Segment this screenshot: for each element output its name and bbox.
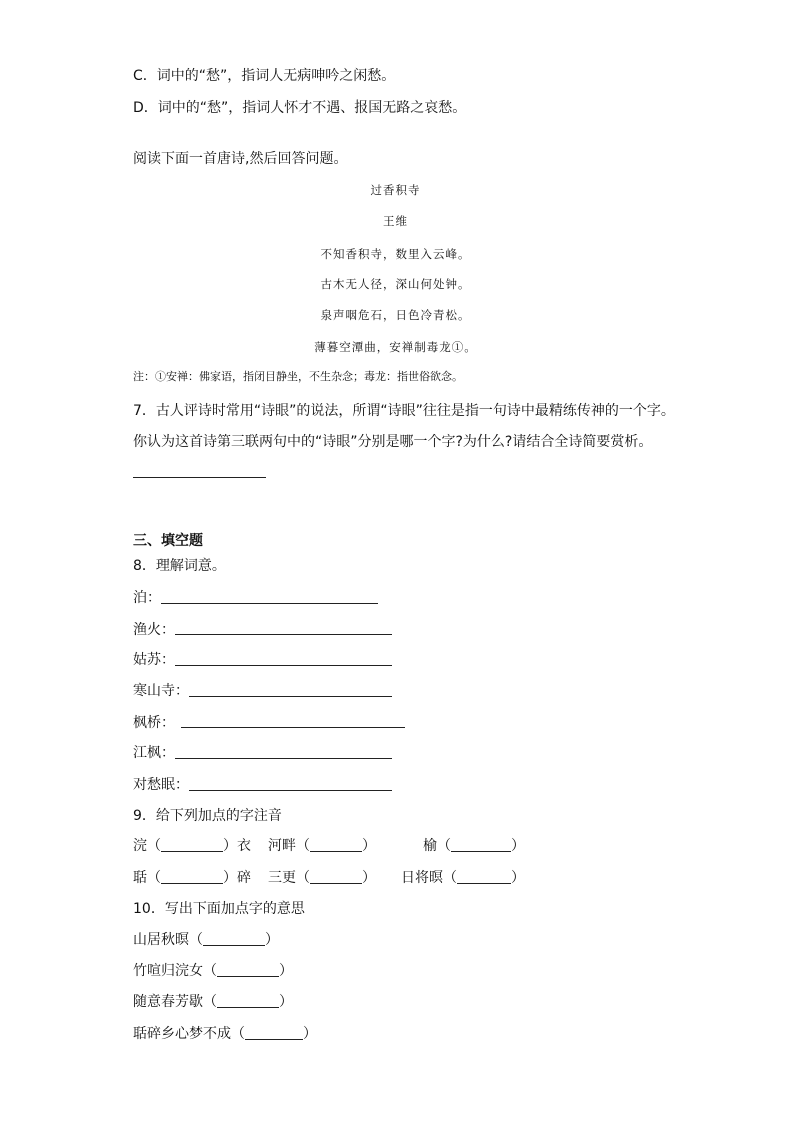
q8-item-3: 寒山寺： [133, 683, 189, 699]
q9-item-1: 河畔（ ） [268, 838, 376, 854]
q8-item-0: 泊： [133, 590, 161, 606]
q7-line-2: 你认为这首诗第三联两句中的“诗眼”分别是哪一个字?为什么?请结合全诗简要赏析。 [133, 434, 653, 450]
q7-answer-line[interactable] [133, 477, 266, 478]
q8-item-1: 渔火： [133, 622, 175, 638]
q8-item-2: 姑苏： [133, 652, 175, 668]
q10-blank-2[interactable] [217, 993, 279, 1008]
q9-blank-4[interactable] [310, 869, 362, 884]
q8-blank-1[interactable] [175, 634, 392, 635]
q9-item-0: 浣（ ）衣 [133, 838, 251, 854]
q10-item-2: 随意春芳歇（ ） [133, 994, 293, 1010]
q10-item-1: 竹喧归浣女（ ） [133, 963, 293, 979]
q9-blank-1[interactable] [310, 837, 362, 852]
q9-blank-3[interactable] [161, 869, 223, 884]
q8-blank-2[interactable] [175, 665, 392, 666]
q9-blank-5[interactable] [457, 869, 511, 884]
q9-blank-2[interactable] [451, 837, 511, 852]
poem-note: 注：①安禅：佛家语，指闭目静坐，不生杂念；毒龙：指世俗欲念。 [133, 370, 463, 383]
q9-title: 9．给下列加点的字注音 [133, 808, 282, 824]
poem-author: 王维 [383, 214, 408, 228]
poem-line-2: 古木无人径，深山何处钟。 [320, 277, 471, 291]
q10-item-0: 山居秋暝（ ） [133, 932, 279, 948]
q8-blank-0[interactable] [161, 603, 378, 604]
q9-item-5: 日将暝（ ） [401, 870, 525, 886]
q8-blank-6[interactable] [189, 790, 392, 791]
reading-intro: 阅读下面一首唐诗,然后回答问题。 [133, 151, 348, 167]
q8-item-5: 江枫： [133, 745, 175, 761]
q9-item-2: 榆（ ） [423, 838, 525, 854]
q8-item-6: 对愁眠： [133, 777, 189, 793]
q7-line-1: 7．古人评诗时常用“诗眼”的说法，所谓“诗眼”往往是指一句诗中最精练传神的一个字。 [133, 403, 675, 419]
poem-title: 过香积寺 [370, 183, 421, 197]
poem-line-3: 泉声咽危石，日色冷青松。 [320, 308, 471, 322]
q8-item-4: 枫桥： [133, 715, 175, 731]
q8-blank-3[interactable] [189, 696, 392, 697]
q9-item-3: 聒（ ）碎 [133, 870, 251, 886]
q10-blank-1[interactable] [217, 962, 279, 977]
q10-blank-0[interactable] [203, 931, 265, 946]
poem-line-4: 薄暮空潭曲，安禅制毒龙①。 [314, 340, 477, 354]
q10-item-3: 聒碎乡心梦不成（ ） [133, 1026, 317, 1042]
q9-item-4: 三更（ ） [268, 870, 376, 886]
section-title: 三、填空题 [133, 533, 203, 549]
option-d: D．词中的“愁”，指词人怀才不遇、报国无路之哀愁。 [133, 100, 467, 116]
option-c: C．词中的“愁”，指词人无病呻吟之闲愁。 [133, 68, 396, 84]
q8-blank-5[interactable] [175, 758, 392, 759]
q10-blank-3[interactable] [245, 1025, 303, 1040]
poem-line-1: 不知香积寺，数里入云峰。 [320, 247, 471, 261]
q9-blank-0[interactable] [161, 837, 223, 852]
q8-blank-4[interactable] [181, 727, 405, 728]
q8-title: 8．理解词意。 [133, 558, 226, 574]
q10-title: 10．写出下面加点字的意思 [133, 901, 305, 917]
